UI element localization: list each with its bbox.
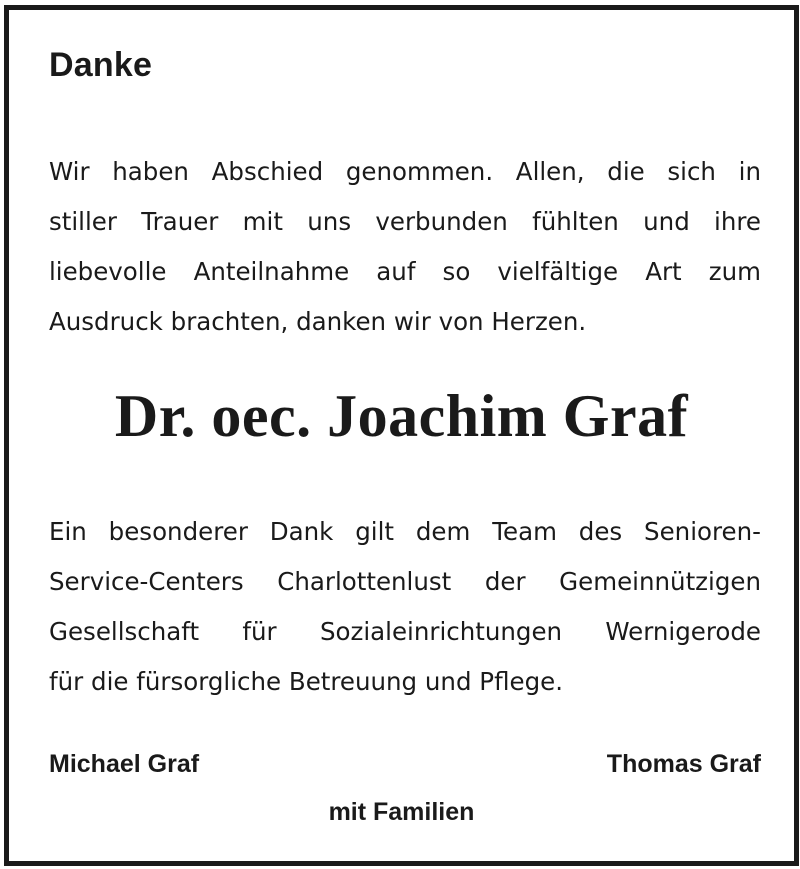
intro-line: Wir haben Abschied genommen. Allen, die sich in (49, 157, 761, 186)
signature-center: mit Familien (328, 798, 475, 826)
notice-frame (4, 5, 799, 866)
deceased-name: Dr. oec. Joachim Graf (114, 383, 689, 449)
signature-left: Michael Graf (49, 750, 200, 778)
signature-right: Thomas Graf (606, 750, 761, 778)
notice-heading: Danke (49, 46, 153, 84)
thanks-line: für die fürsorgliche Betreuung und Pflege. (49, 667, 563, 696)
thanks-paragraph (49, 507, 761, 707)
thanks-line: Service-Centers Charlottenlust der Gemeinnützigen (49, 567, 761, 596)
thanks-line: Ein besonderer Dank gilt dem Team des Senioren- (49, 517, 761, 546)
thanks-line: Gesellschaft für Sozialeinrichtungen Wernigerode (49, 617, 761, 646)
intro-paragraph (49, 147, 761, 347)
intro-line: liebevolle Anteilnahme auf so vielfältige Art zum (49, 257, 761, 286)
intro-line: stiller Trauer mit uns verbunden fühlten und ihre (49, 207, 761, 236)
intro-line: Ausdruck brachten, danken wir von Herzen. (49, 307, 587, 336)
